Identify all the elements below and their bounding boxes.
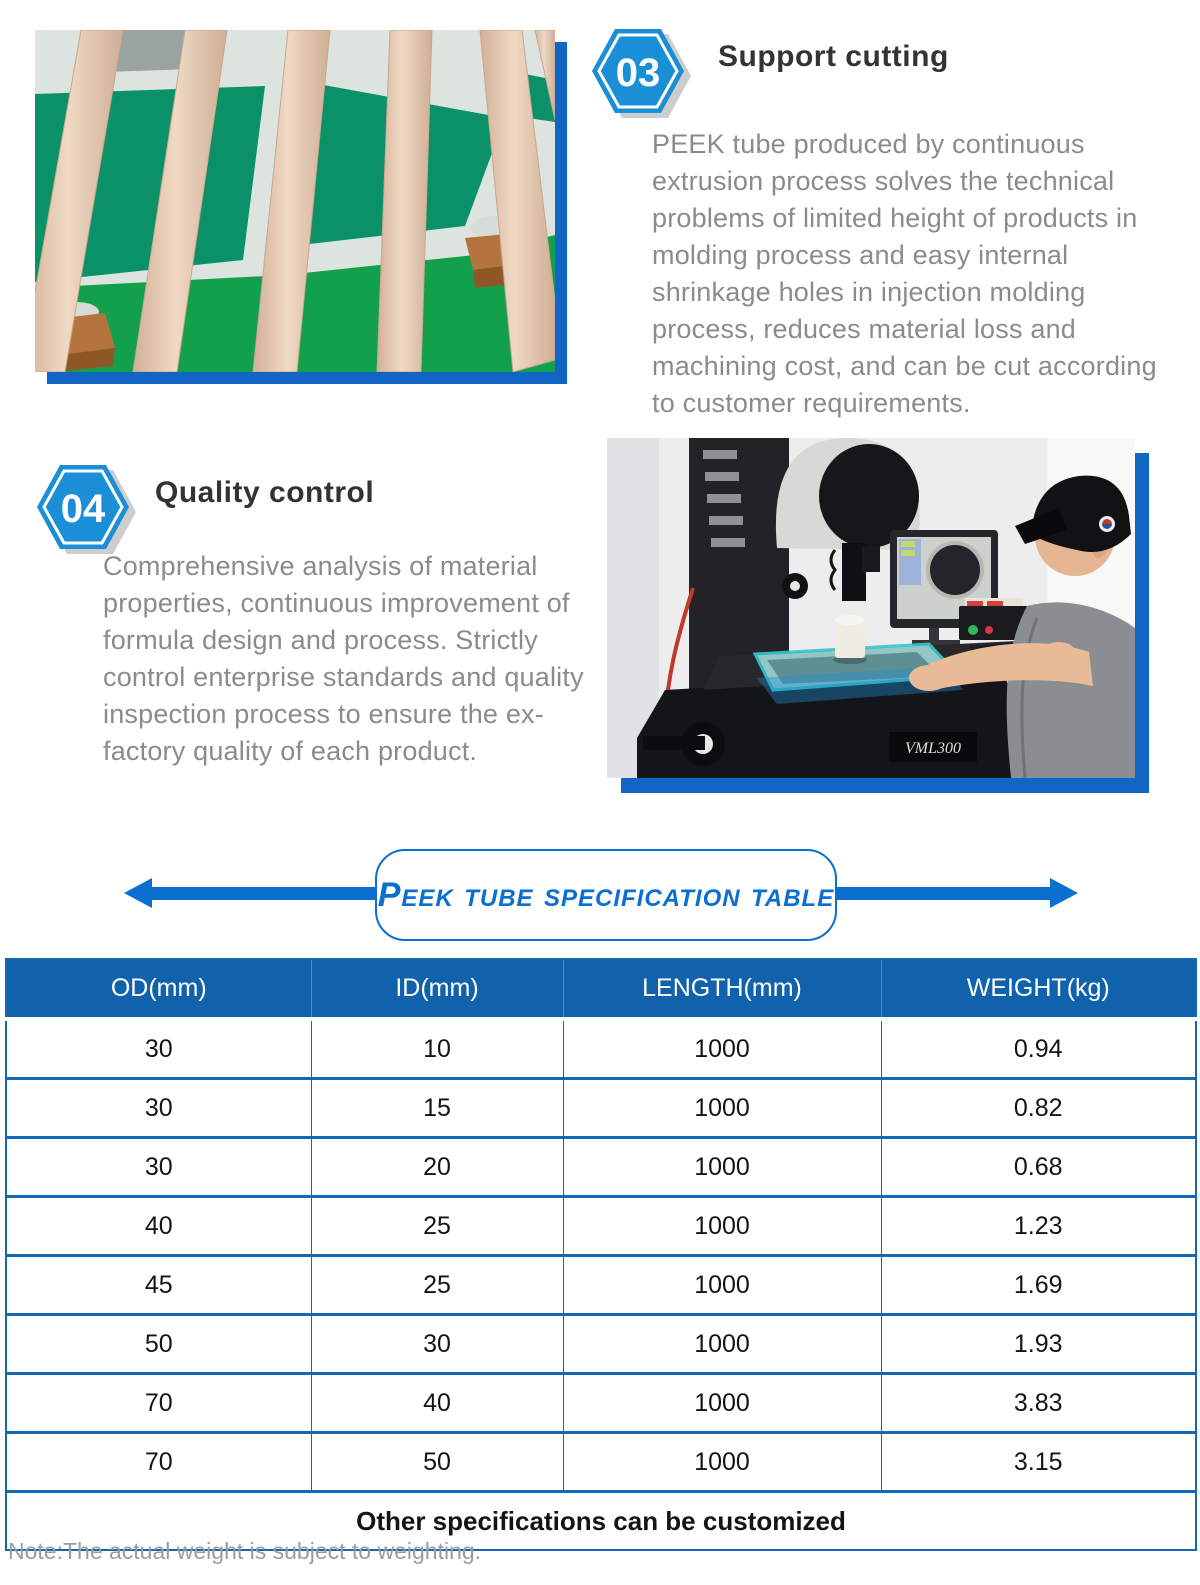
table-cell: 0.94 (881, 1019, 1196, 1079)
step-number: 04 (60, 487, 106, 531)
step-title-quality-control: Quality control (155, 476, 375, 509)
table-header-row (6, 959, 1196, 1019)
table-cell: 40 (6, 1197, 311, 1256)
table-row (6, 1138, 1196, 1197)
table-cell: 3.15 (881, 1433, 1196, 1492)
spec-table-banner (375, 849, 837, 941)
step-title-support-cutting: Support cutting (718, 40, 949, 73)
column-header-od: OD(mm) (6, 959, 311, 1019)
table-cell: 20 (311, 1138, 563, 1197)
table-cell: 30 (311, 1315, 563, 1374)
weight-note: Note:The actual weight is subject to weighting. (8, 1538, 482, 1564)
table-cell: 45 (6, 1256, 311, 1315)
step-number: 03 (615, 51, 661, 95)
hexagon-icon (35, 462, 131, 552)
table-row (6, 1256, 1196, 1315)
table-cell: 1000 (563, 1079, 881, 1138)
table-cell: 1000 (563, 1019, 881, 1079)
table-row (6, 1433, 1196, 1492)
table-cell: 1.69 (881, 1256, 1196, 1315)
table-cell: 50 (311, 1433, 563, 1492)
table-row (6, 1019, 1196, 1079)
table-row (6, 1197, 1196, 1256)
table-cell: 0.68 (881, 1138, 1196, 1197)
table-cell: 30 (6, 1138, 311, 1197)
column-header-id: ID(mm) (311, 959, 563, 1019)
step-body-support-cutting: PEEK tube produced by continuous extrusion process solves the technical problems of limited height of products in molding process and easy internal shrinkage holes in injection molding process, reduces material loss and machining cost, and can be cut according to customer requirements. (652, 129, 1157, 418)
column-header-length: LENGTH(mm) (563, 959, 881, 1019)
table-row (6, 1315, 1196, 1374)
table-cell: 0.82 (881, 1079, 1196, 1138)
table-cell: 50 (6, 1315, 311, 1374)
table-cell: 1000 (563, 1197, 881, 1256)
step-body-quality-control: Comprehensive analysis of material properties, continuous improvement of formula design and process. Strictly control enterprise standards and quality inspection process to ensure the ex-factory quality of each product. (103, 551, 584, 766)
step-badge-04 (35, 462, 131, 552)
table-cell: 25 (311, 1197, 563, 1256)
banner-left-arrow-icon (124, 878, 152, 908)
table-cell: 30 (6, 1019, 311, 1079)
quality-control-photo-frame (607, 438, 1135, 778)
table-cell: 1000 (563, 1138, 881, 1197)
table-cell: 1000 (563, 1315, 881, 1374)
column-header-weight: WEIGHT(kg) (881, 959, 1196, 1019)
table-cell: 1.23 (881, 1197, 1196, 1256)
table-cell: 1000 (563, 1374, 881, 1433)
banner-right-arrow-shaft (820, 887, 1052, 900)
banner-title: Peek tube specification table (377, 875, 835, 914)
step-badge-03 (590, 26, 686, 116)
table-cell: 1000 (563, 1433, 881, 1492)
table-footer-note: Other specifications can be customized (6, 1492, 1196, 1551)
table-cell: 40 (311, 1374, 563, 1433)
table-cell: 15 (311, 1079, 563, 1138)
hexagon-icon (590, 26, 686, 116)
table-cell: 70 (6, 1433, 311, 1492)
table-cell: 70 (6, 1374, 311, 1433)
table-cell: 30 (6, 1079, 311, 1138)
peek-tubes-photo-frame (35, 30, 555, 372)
table-cell: 10 (311, 1019, 563, 1079)
table-row (6, 1079, 1196, 1138)
table-cell: 1.93 (881, 1315, 1196, 1374)
table-row (6, 1374, 1196, 1433)
machine-model-label: VML300 (905, 740, 961, 757)
spec-table (5, 958, 1197, 1551)
peek-tubes-photo (35, 30, 555, 372)
table-cell: 3.83 (881, 1374, 1196, 1433)
table-cell: 1000 (563, 1256, 881, 1315)
banner-right-arrow-icon (1050, 878, 1078, 908)
table-cell: 25 (311, 1256, 563, 1315)
quality-control-photo (607, 438, 1135, 778)
